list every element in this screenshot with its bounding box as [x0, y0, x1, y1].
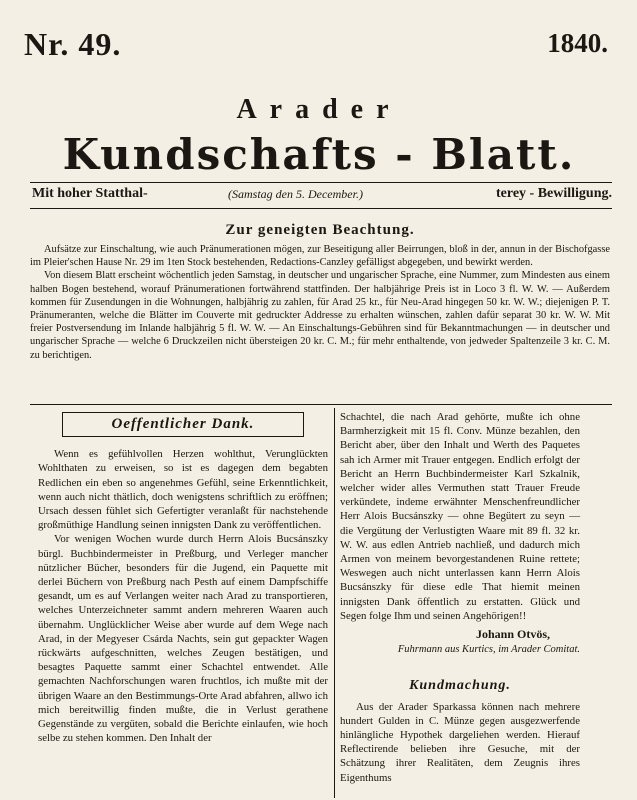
- permit-line: [32, 186, 612, 206]
- issue-date: (Samstag den 5. December.): [228, 187, 363, 201]
- article-paragraph: Wenn es gefühlvollen Herzen wohlthut, Verunglückten Wohlthaten zu erweisen, so ist es dagegen dem begabten Redlichen ein eben so angenehmes Gefühl, seine Erkenntlichkeit, wenn auch nicht thätlich, doch wenigstens schriftlich zu eröffnen; Ursach dessen fühlet sich Gefertigter veranlaßt für nachstehende großmüthige Handlung seinen innigsten Dank zu veröffentlichen.: [38, 448, 328, 532]
- newspaper-title: Kundschafts - Blatt.: [62, 130, 576, 179]
- permit-left: Mit hoher Statthal-: [32, 186, 148, 201]
- notice-heading: Zur geneigten Beachtung.: [225, 222, 415, 238]
- signature-name: Johann Otvös,: [475, 627, 550, 642]
- notice-paragraph: Von diesem Blatt erscheint wöchentlich jeden Samstag, in deutscher und ungarischer Sprache, eine Nummer, zum Mindesten aus einem halben Bogen bestehend, worauf Pränumerationen fortwährend stattfinden. Der halbjährige Preis ist in Loco 3 fl. W. W. — Außerdem kommen für Zusendungen in die Wohnungen, halbjährig zu zahlen, für Arad 25 kr., für Neu-Arad hingegen 50 kr. W. W.; diejenigen P. T. Pränumeranten, welche die Blätter im Couverte mit gedruckter Addresse zu erhalten wünschen, zahlen dafür separat 30 kr. W. W. Mit freier Postversendung im Inlande halbjährig 5 fl. W. W. — An Einschaltungs-Gebühren sind für Bekanntmachungen — in deutscher und ungarischer Sprache — welche 6 Druckzeilen nicht übersteigen 20 kr. C. M.; für mehr enthaltende, von jedweder Spaltenzeile 3 kr. C. M. zu berichtigen.: [30, 270, 610, 361]
- announcement-heading: Kundmachung.: [409, 678, 511, 694]
- signature-role: Fuhrmann aus Kurtics, im Arader Comitat.: [397, 644, 580, 656]
- column-divider: [334, 408, 335, 798]
- notice-paragraph: Aufsätze zur Einschaltung, wie auch Pränumerationen mögen, zur Beseitigung aller Beirrungen, bloß in der, annun in der Bischofgasse im Pleier'schen Hause Nr. 29 im 1ten Stock bestehenden, Redactions-Canzley gefälligst abgegeben, und bewirkt werden.: [30, 244, 610, 269]
- left-column: [38, 412, 328, 745]
- masthead-city: Arader: [236, 94, 402, 125]
- article-paragraph: Schachtel, die nach Arad gehörte, mußte ich ohne Barmherzigkeit mit 15 fl. Conv. Münze bezahlen, den Bericht aber, über den Inhalt und Werth des Paquetes sah ich Armer mit Trauer entgegen. Endlich erfolgt der Bericht an Herrn Buchbindermeister Karl Szkalnik, welcher wider alles Vermuthen statt Trauer Freude verkündete, indeme erwähnter Menschenfreundlicher Herr Alois Bucsánszky — ohne Begütert zu seyn — die Vergütung der Verlustigten Waare mit 89 fl. 32 kr. W. W. aus edlen Antrieb nachließ, und dadurch mich Armen von meinem bevorgestandenen Ruine rettete; Weswegen auch nicht unterlassen kann Herrn Alois Bucsánszky für diese edle That hiemit meinen innigsten Dank öffentlich zu erstatten. Glück und Segen folge Ihm und seinen Angehörigen!!: [340, 411, 580, 622]
- announcement-text: Aus der Arader Sparkassa können nach mehrere hundert Gulden in C. Münze gegen ausgezwerfende hinlängliche Hypothek dargeliehen werden. Hierauf Reflectirende belieben ihre Gesuche, mit der Schätzung ihrer Realitäten, dem Zeugnis ihres Eigenthums: [340, 700, 580, 784]
- subscription-notice: [30, 222, 610, 362]
- divider-permit: [30, 208, 612, 209]
- divider-columns: [30, 404, 612, 405]
- issue-number: Nr. 49.: [24, 26, 122, 62]
- divider-top: [30, 182, 612, 183]
- article-paragraph: Vor wenigen Wochen wurde durch Herrn Alois Bucsánszky bürgl. Buchbindermeister in Preßburg, und Verleger mancher nützlicher Bücher, besonders für die Jugend, ein Paquette mit derlei Büchern von Preßburg nach Pesth auf einem Dampfschiffe gesandt, um es auf Verlangen weiter nach Arad zu transportieren, welches Unterzeichneter sammt andern mehreren Waaren auch übernahm. Unglücklicher Weise aber wurde auf dem Wege nach Arad, in der Megyeser Csárda Nachts, sein gut gepackter Wagen rückwärts aufgeschnitten, welches Zeugen bestätigen, und besagtes Paquette sammt einer Schachtel entwendet. Alle gemachten Nachforschungen waren fruchtlos, ich mußte mit der übrigen Waare an den Bestimmungs-Orte Arad abfahren, allwo ich mich bereitwillig finden mußte, die in Verlust gerathene Gegenstände zu vergüten, sobald die Berichte einlaufen, wie hoch selbe zu stehen kommen. Den Inhalt der: [38, 533, 328, 745]
- right-column: [340, 410, 580, 785]
- issue-year: 1840.: [547, 28, 608, 58]
- permit-right: terey - Bewilligung.: [495, 186, 612, 201]
- public-thanks-heading: Oeffentlicher Dank.: [62, 412, 304, 437]
